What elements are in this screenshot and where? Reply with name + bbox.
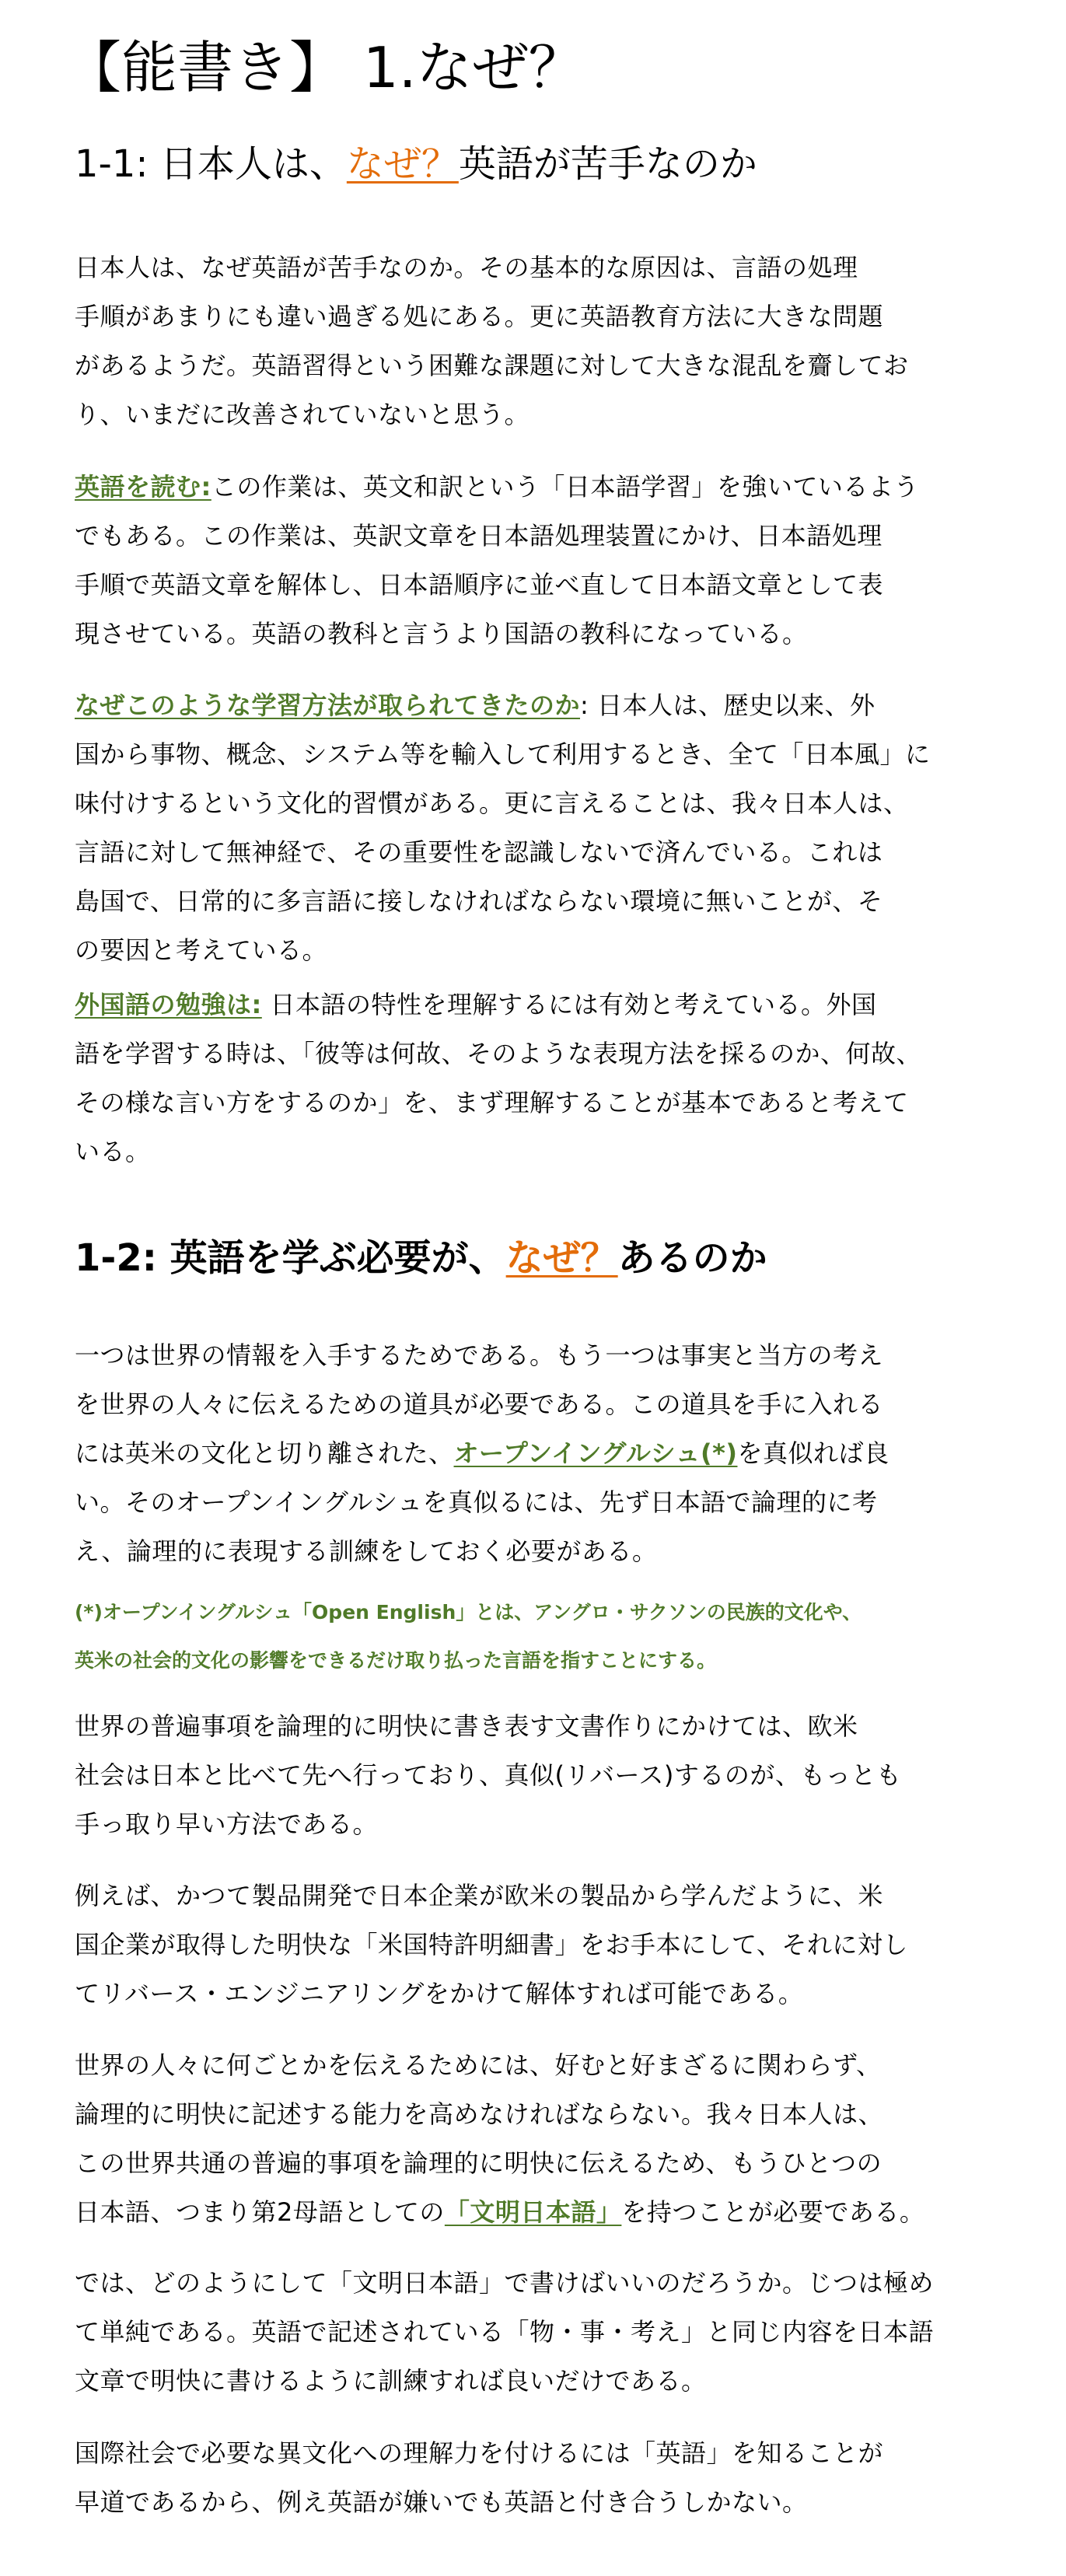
- section-2-heading-highlight: なぜ？: [505, 1236, 618, 1280]
- section-2-heading-suffix: あるのか: [617, 1236, 767, 1280]
- section-1-paragraph-4: [75, 980, 1008, 1176]
- paragraph-line-text: : 日本人は、歴史以来、外: [580, 690, 876, 720]
- paragraph-line: てリバース・エンジニアリングをかけて解体すれば可能である。: [75, 1979, 804, 2008]
- section-2-paragraph-2: [75, 1702, 1008, 1849]
- footnote-open-english: [75, 1589, 1008, 1685]
- paragraph-line: その様な言い方をするのか」を、まず理解することが基本であると考えて: [75, 1088, 909, 1117]
- paragraph-line: り、いまだに改善されていないと思う。: [75, 400, 530, 429]
- paragraph-line: 社会は日本と比べて先へ行っており、真似(リバース)するのが、もっとも: [75, 1760, 902, 1790]
- paragraph-line: え、論理的に表現する訓練をしておく必要がある。: [75, 1536, 658, 1566]
- footnote-line: (*)オープンイングルシュ「Open English」とは、アングロ・サクソンの民族的文化や、: [75, 1601, 862, 1624]
- section-1-paragraph-2: [75, 463, 1008, 659]
- paragraph-line: 文章で明快に書けるように訓練すれば良いだけである。: [75, 2366, 707, 2396]
- paragraph-lead-foreign-language: 外国語の勉強は:: [75, 990, 262, 1019]
- paragraph-line: [75, 681, 1008, 730]
- paragraph-line: いる。: [75, 1137, 151, 1166]
- section-2-heading: [75, 1232, 767, 1284]
- paragraph-line: 現させている。英語の教科と言うより国語の教科になっている。: [75, 619, 808, 648]
- paragraph-line: い。そのオープンイングルシュを真似るには、先ず日本語で論理的に考: [75, 1487, 878, 1517]
- paragraph-line: [75, 980, 1008, 1029]
- paragraph-line: 国企業が取得した明快な「米国特許明細書」をお手本にして、それに対し: [75, 1930, 908, 1959]
- paragraph-line: 論理的に明快に記述する能力を高めなければならない。我々日本人は、: [75, 2099, 884, 2129]
- paragraph-line-text: 日本語、つまり第2母語としての: [75, 2197, 445, 2227]
- paragraph-line-text: この作業は、英文和訳という「日本語学習」を強いているよう: [211, 472, 919, 502]
- paragraph-line-text: 日本語の特性を理解するには有効と考えている。外国: [261, 990, 877, 1019]
- paragraph-line: 国際社会で必要な異文化への理解力を付けるには「英語」を知ることが: [75, 2438, 884, 2468]
- section-2-paragraph-5: [75, 2259, 1008, 2406]
- section-2-heading-prefix: 1-2: 英語を学ぶ必要が、: [75, 1236, 506, 1280]
- paragraph-line: 味付けするという文化的習慣がある。更に言えることは、我々日本人は、: [75, 788, 909, 818]
- paragraph-line: [75, 2188, 1008, 2237]
- paragraph-line: 手っ取り早い方法である。: [75, 1809, 379, 1839]
- paragraph-lead-reading: 英語を読む:: [75, 472, 211, 502]
- paragraph-lead-why-method: なぜこのような学習方法が取られてきたのか: [75, 690, 581, 720]
- paragraph-line: 手順があまりにも違い過ぎる処にある。更に英語教育方法に大きな問題: [75, 302, 884, 331]
- paragraph-line: 島国で、日常的に多言語に接しなければならない環境に無いことが、そ: [75, 886, 883, 916]
- paragraph-line: 世界の人々に何ごとかを伝えるためには、好むと好まざるに関わらず、: [75, 2050, 882, 2080]
- paragraph-line: 日本人は、なぜ英語が苦手なのか。その基本的な原因は、言語の処理: [75, 253, 858, 282]
- section-1-heading: [75, 138, 757, 190]
- paragraph-line: [75, 1429, 1008, 1478]
- section-1-heading-prefix: 1-1: 日本人は、: [75, 142, 347, 186]
- civilized-japanese-link[interactable]: 「文明日本語」: [444, 2197, 622, 2227]
- paragraph-line: の要因と考えている。: [75, 935, 328, 965]
- paragraph-line: て単純である。英語で記述されている「物・事・考え」と同じ内容を日本語: [75, 2317, 935, 2347]
- paragraph-line: では、どのようにして「文明日本語」で書けばいいのだろうか。じつは極め: [75, 2268, 935, 2298]
- paragraph-line: 一つは世界の情報を入手するためである。もう一つは事実と当方の考え: [75, 1340, 884, 1370]
- paragraph-line: 国から事物、概念、システム等を輸入して利用するとき、全て「日本風」に: [75, 739, 931, 769]
- paragraph-line: 語を学習する時は、「彼等は何故、そのような表現方法を採るのか、何故、: [75, 1039, 922, 1068]
- footnote-line: 英米の社会的文化の影響をできるだけ取り払った言語を指すことにする。: [75, 1649, 717, 1672]
- paragraph-line: [75, 463, 1008, 512]
- section-1-heading-suffix: 英語が苦手なのか: [458, 142, 757, 186]
- section-2-paragraph-4: [75, 2041, 1008, 2237]
- paragraph-line: でもある。この作業は、英訳文章を日本語処理装置にかけ、日本語処理: [75, 521, 883, 551]
- paragraph-line: 世界の普遍事項を論理的に明快に書き表す文書作りにかけては、欧米: [75, 1711, 858, 1741]
- paragraph-line: 手順で英語文章を解体し、日本語順序に並べ直して日本語文章として表: [75, 570, 884, 599]
- paragraph-line: 早道であるから、例え英語が嫌いでも英語と付き合うしかない。: [75, 2487, 808, 2517]
- paragraph-line: 例えば、かつて製品開発で日本企業が欧米の製品から学んだように、米: [75, 1881, 884, 1910]
- paragraph-line: があるようだ。英語習得という困難な課題に対して大きな混乱を齎してお: [75, 351, 909, 380]
- paragraph-line-text: には英米の文化と切り離された、: [75, 1438, 454, 1468]
- section-1-paragraph-3: [75, 681, 1008, 975]
- paragraph-line: この世界共通の普遍的事項を論理的に明快に伝えるため、もうひとつの: [75, 2148, 883, 2178]
- section-2-paragraph-6: [75, 2429, 1008, 2527]
- paragraph-line-text: を持つことが必要である。: [621, 2197, 925, 2227]
- paragraph-line: 言語に対して無神経で、その重要性を認識しないで済んでいる。これは: [75, 837, 883, 867]
- open-english-link[interactable]: オープンイングルシュ(*): [453, 1438, 738, 1468]
- page-title: 【能書き】 1.なぜ？: [65, 35, 585, 100]
- section-1-paragraph-1: [75, 243, 1008, 439]
- section-2-paragraph-1: [75, 1331, 1008, 1576]
- section-1-heading-highlight: なぜ？: [346, 142, 459, 186]
- paragraph-line-text: を真似れば良: [737, 1438, 889, 1468]
- section-2-paragraph-3: [75, 1872, 1008, 2019]
- paragraph-line: を世界の人々に伝えるための道具が必要である。この道具を手に入れる: [75, 1389, 884, 1419]
